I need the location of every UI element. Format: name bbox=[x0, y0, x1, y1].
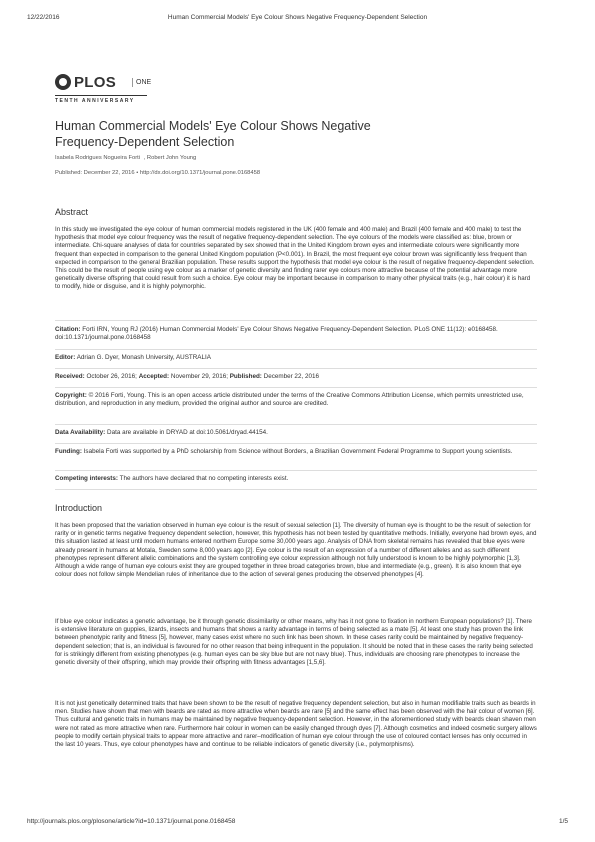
data-text: Data are available in DRYAD at doi:10.5061/dryad.44154. bbox=[105, 429, 268, 436]
published-date: December 22, 2016 bbox=[261, 373, 319, 380]
published-label: Published: bbox=[229, 373, 262, 380]
abstract-heading: Abstract bbox=[55, 207, 89, 217]
intro-paragraph-2: If blue eye colour indicates a genetic advantage, be it through genetic dissimilarity or other means, why has it not gone to fixation in northern European populations? [1]. There is extensive literature on guppies, lizards, insects and humans that shows a rarity advantage in terms of being selected as a mate [5]. At least one study has proven the link between phenotypic rarity and fitness [5], however, many cases exist where no such link has been shown. In these cases rarity could be maintained by negative frequency-dependent selection; that is, an individual is favoured for no other reason that being infrequent in the population. It should be noted that in these cases the rarity being selected for is strikingly different from existing phenotypes (e.g. human eyes can be sky blue but are not navy blue). Thus, individuals are choosing rare phenotypes to increase the genetic diversity of their offspring, which may provide their offspring with fitness advantages [1,5,6]. bbox=[55, 618, 533, 667]
logo-sub: ONE bbox=[132, 78, 151, 87]
divider bbox=[55, 387, 537, 388]
author-forti[interactable]: Isabela Rodrigues Nogueira Forti bbox=[55, 155, 141, 161]
funding-text: Isabela Forti was supported by a PhD scholarship from Science without Borders, a Brazilian Government Federal Programme to Support young scientists. bbox=[81, 448, 513, 455]
data-availability bbox=[55, 429, 537, 437]
abstract-text: In this study we investigated the eye colour of human commercial models registered in the UK (400 female and 400 male) and Brazil (400 female and 400 male) to test the hypothesis that model eye colour frequency was the result of negative frequency-dependent selection. The eye colours of the models were classified as: blue, brown or intermediate. Chi-square analyses of data for countries separated by sex showed that in the United Kingdom brown eyes and intermediate colours were significantly more frequent than expected in comparison to the general United Kingdom population (P<0.001). In Brazil, the most frequent eye colour brown was significantly less frequent than expected in comparison to the general Brazilian population. These results support the hypothesis that model eye colour is the result of negative frequency-dependent selection. This could be the result of people using eye colour as a marker of genetic diversity and finding rarer eye colours more attractive because of the potential advantage more genetically diverse offspring that could result from such a choice. Eye colour may be important because in comparison to many other physical traits (e.g., hair colour) it is hard to modify, hide or disguise, and it is highly polymorphic. bbox=[55, 226, 535, 291]
accepted-label: Accepted: bbox=[138, 373, 170, 380]
editor-label: Editor: bbox=[55, 354, 76, 361]
published-line: Published: December 22, 2016 • http://dx.doi.org/10.1371/journal.pone.0168458 bbox=[55, 170, 261, 176]
editor-text: Adrian G. Dyer, Monash University, AUSTRALIA bbox=[75, 354, 211, 361]
received-label: Received: bbox=[55, 373, 85, 380]
header-title: Human Commercial Models' Eye Colour Shows Negative Frequency-Dependent Selection bbox=[167, 14, 428, 21]
competing-text: The authors have declared that no competing interests exist. bbox=[117, 475, 289, 482]
introduction-heading: Introduction bbox=[55, 503, 103, 513]
divider bbox=[55, 489, 537, 490]
citation-label: Citation: bbox=[55, 326, 81, 333]
competing-interests bbox=[55, 475, 537, 483]
citation bbox=[55, 326, 537, 343]
copyright-text: © 2016 Forti, Young. This is an open access article distributed under the terms of the Creative Commons Attribution License, which permits unrestricted use, distribution, and reproduction in any medium, provided the original author and source are credited. bbox=[55, 392, 524, 408]
divider bbox=[55, 349, 537, 350]
divider bbox=[55, 443, 537, 444]
plos-one-logo[interactable] bbox=[55, 74, 152, 106]
divider bbox=[55, 320, 537, 321]
funding bbox=[55, 448, 537, 456]
competing-label: Competing interests: bbox=[55, 475, 118, 482]
author-list bbox=[55, 155, 198, 161]
logo-anniversary: TENTH ANNIVERSARY bbox=[55, 95, 147, 104]
intro-paragraph-1: It has been proposed that the variation observed in human eye colour is the result of sexual selection [1]. The diversity of human eye is thought to be the result of selection for rarity or in genetic terms negative frequency dependent selection, however, this hypothesis has not been tested by quantitative methods. Initially, everyone had brown eyes, and this situation lasted at least until modern humans entered northern Europe some 30,000 years ago. Analysis of DNA from skeletal remains has revealed that blue eyes were already present in humans at Motala, Sweden some 8,000 years ago [2]. Eye colour is the result of an expression of a number of different alleles and as such different phenotypes represent different allelic combinations and the system controlling eye colour expression although not fully understood is known to be highly polymorphic [1,3]. Although a wide range of human eye colours exist they are grouped together in three broad categories brown, blue and intermediate (e.g., green). It is also known that eye colour does not follow simple Mendelian rules of inheritance due to the action of several genes producing the observed phenotypes [4]. bbox=[55, 522, 537, 579]
intro-paragraph-3: It is not just genetically determined traits that have been shown to be the result of negative frequency dependent selection, but also in human modifiable traits such as beards in men. Studies have shown that men with beards are rated as more attractive when beards are rare [5] and the same effect has been observed with the hair colour of women [6]. Thus cultural and genetic traits in humans may be maintained by negative frequency-dependent selection. However, in the aforementioned study with beards clean shaven men were not rated as more attractive when rare. Furthermore hair colour in women can be easily changed through dyes [7]. Although cosmetics and indeed cosmetic surgery allows people to modify certain physical traits to appear more attractive and rarer–modification of human eye colour through the use of coloured contact lenses has only occurred in the last 10 years. Thus, eye colour phenotypes have and continue to be reliable indicators of genetic diversity (i.e., polymorphisms). bbox=[55, 700, 537, 749]
received-date: October 26, 2016; bbox=[84, 373, 139, 380]
logo-name: PLOS bbox=[74, 74, 117, 91]
data-label: Data Availability: bbox=[55, 429, 106, 436]
footer-url[interactable]: http://journals.plos.org/plosone/article?id=10.1371/journal.pone.0168458 bbox=[27, 818, 236, 825]
divider bbox=[55, 424, 537, 425]
plos-logo-icon bbox=[55, 74, 71, 90]
divider bbox=[55, 368, 537, 369]
funding-label: Funding: bbox=[55, 448, 82, 455]
copyright-label: Copyright: bbox=[55, 392, 87, 399]
dates bbox=[55, 373, 537, 381]
editor bbox=[55, 354, 537, 362]
header-date: 12/22/2016 bbox=[27, 14, 60, 21]
divider bbox=[55, 470, 537, 471]
copyright bbox=[55, 392, 537, 409]
footer-page-number: 1/5 bbox=[558, 818, 568, 825]
accepted-date: November 29, 2016; bbox=[169, 373, 230, 380]
citation-text: Forti IRN, Young RJ (2016) Human Commercial Models' Eye Colour Shows Negative Frequency-Dependent Selection. PLoS ONE 11(12): e0168458. doi:10.1371/journal.pone.0168458 bbox=[55, 326, 498, 342]
author-young[interactable]: , Robert John Young bbox=[143, 155, 197, 161]
article-title: Human Commercial Models' Eye Colour Shows Negative Frequency-Dependent Selection bbox=[55, 119, 371, 149]
